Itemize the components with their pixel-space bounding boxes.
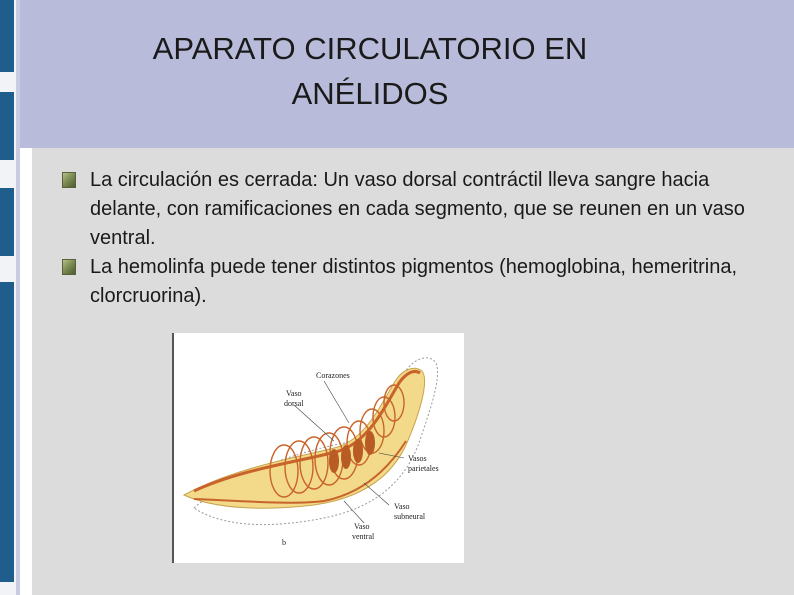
left-accent-block [0,188,14,256]
worm-body [184,368,425,508]
label-vaso-ventral-2: ventral [352,532,375,541]
title-line-2: ANÉLIDOS [291,76,449,111]
left-accent-block [0,92,14,160]
bullet-item [62,166,762,253]
left-accent-block [0,0,14,72]
label-vasos-parietales-1: Vasos [408,454,427,463]
title-line-1: APARATO CIRCULATORIO EN [152,31,588,66]
slide-title [70,26,670,116]
label-vasos-parietales-2: parietales [408,464,439,473]
label-corazones: Corazones [316,371,350,380]
left-accent-block [0,282,14,582]
bullet-square-icon [62,172,76,188]
bullet-text: La circulación es cerrada: Un vaso dorsal contráctil lleva sangre hacia delante, con ramificaciones en cada segmento, que se reunen en un vaso ventral. [90,169,745,249]
annelid-illustration [174,333,464,563]
label-vaso-dorsal-1: Vaso [286,389,302,398]
bullet-text: La hemolinfa puede tener distintos pigmentos (hemoglobina, hemeritrina, clorcruorina). [90,256,738,307]
label-vaso-subneural-2: subneural [394,512,426,521]
label-vaso-subneural-1: Vaso [394,502,410,511]
bullet-square-icon [62,259,76,275]
bullet-item [62,253,762,311]
label-vaso-ventral-1: Vaso [354,522,370,531]
label-vaso-dorsal-2: dorsal [284,399,304,408]
bullet-list [62,166,762,311]
annelid-circulation-figure [172,333,464,563]
label-panel-b: b [282,538,286,547]
